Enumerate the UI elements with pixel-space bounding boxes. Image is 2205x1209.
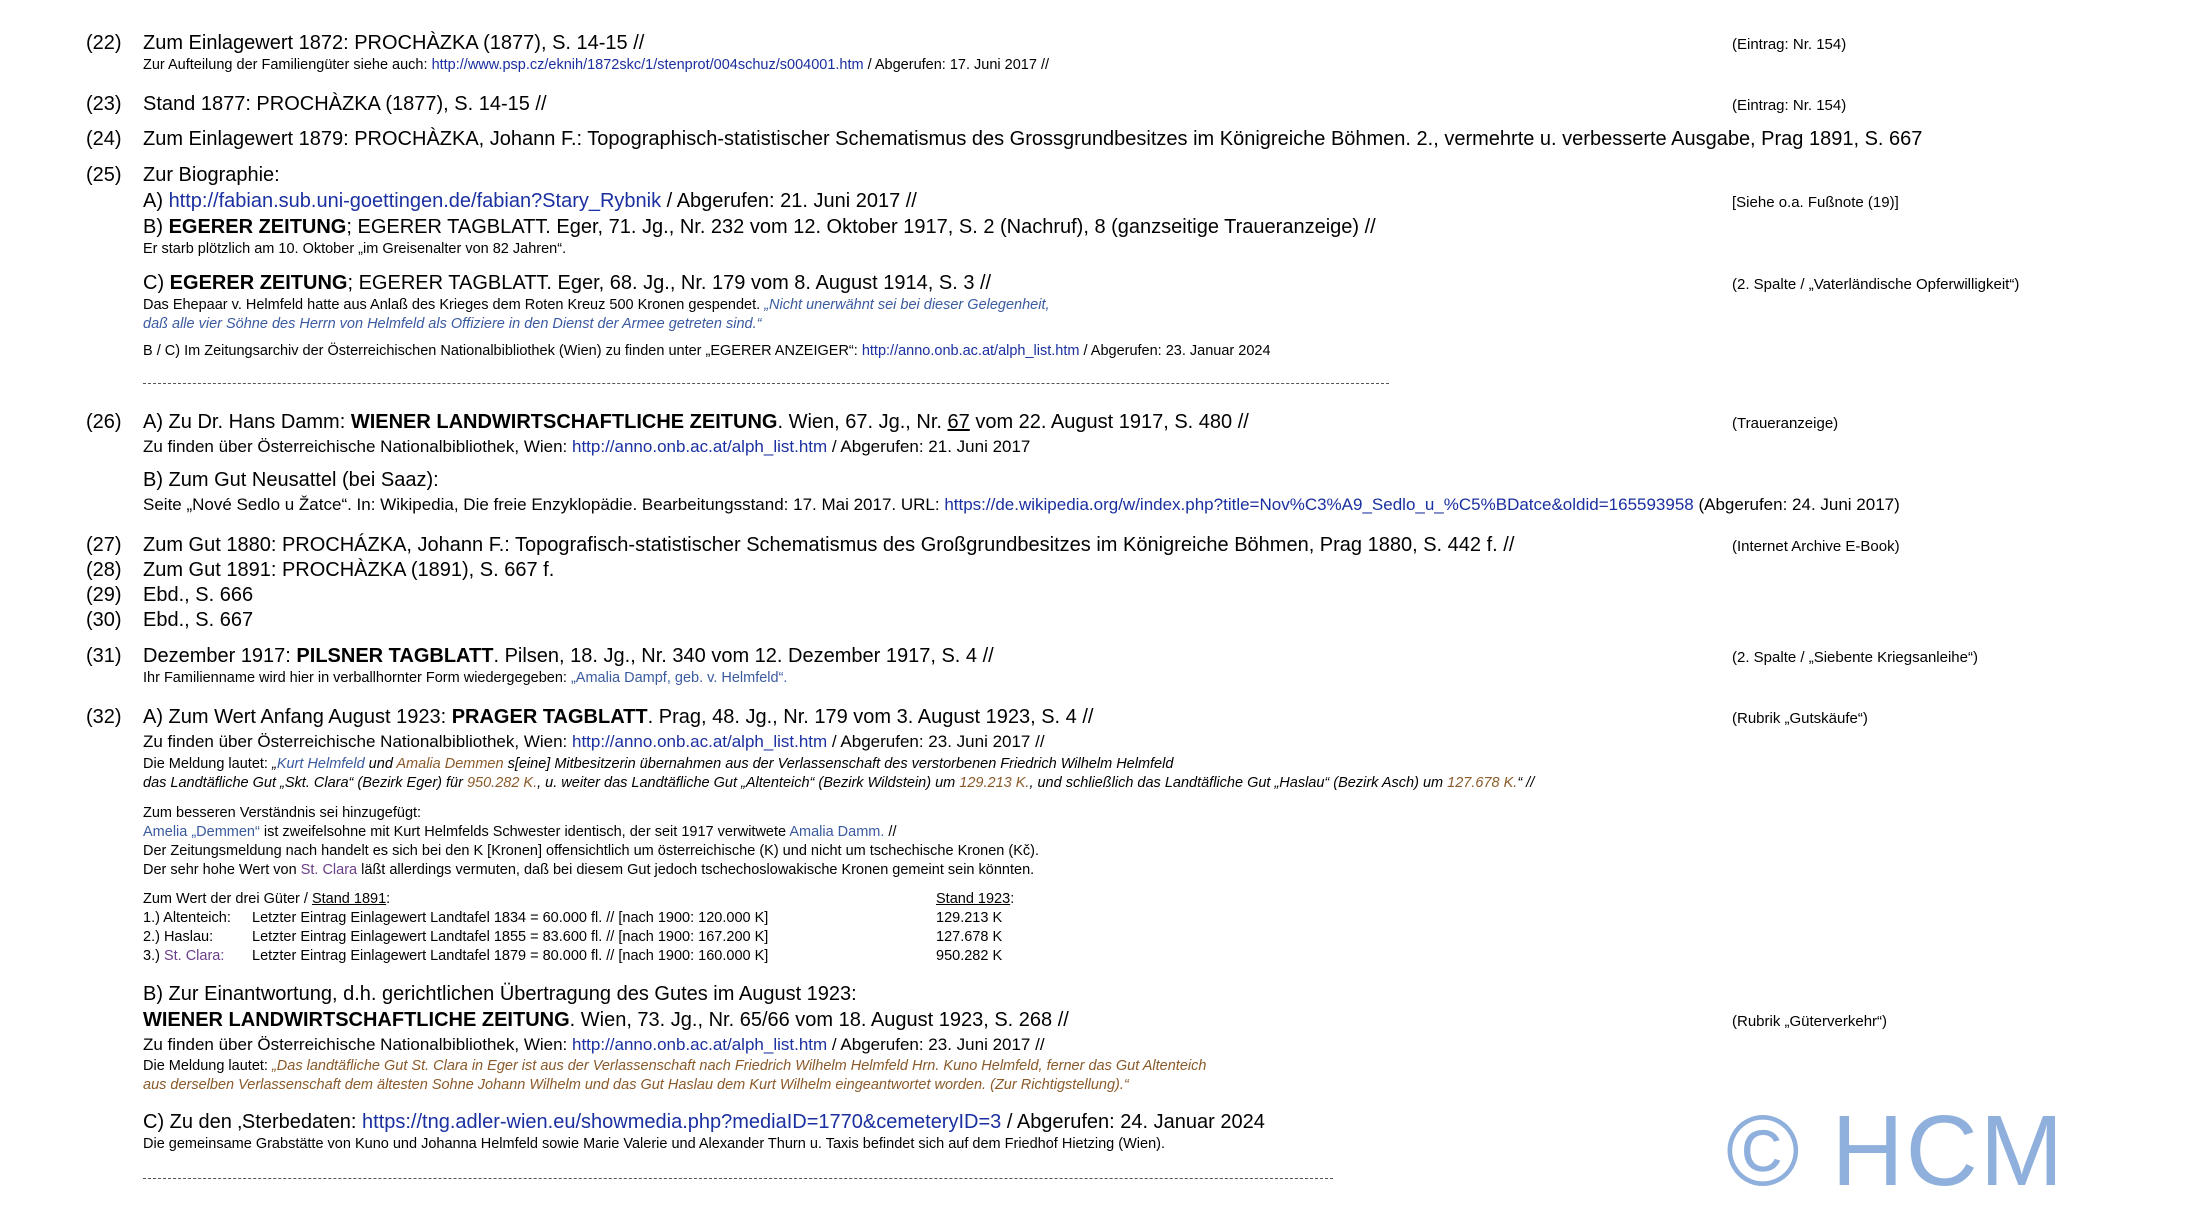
- footnote-23-text: Stand 1877: PROCHÀZKA (1877), S. 14-15 //: [143, 93, 547, 115]
- value-table-heading-1923: Stand 1923:: [936, 891, 1015, 907]
- footnote-number: (24): [86, 128, 122, 150]
- footnote-26-a2: Zu finden über Österreichische Nationalbibliothek, Wien: http://anno.onb.ac.at/alph_list.htm / Abgerufen: 21. Juni 2017: [143, 437, 1031, 456]
- footnote-number: (31): [86, 645, 122, 667]
- footnote-22-source: (Eintrag: Nr. 154): [1732, 36, 1847, 53]
- adler-wien-link[interactable]: https://tng.adler-wien.eu/showmedia.php?mediaID=1770&cemeteryID=3: [362, 1111, 1002, 1133]
- footnote-number: (23): [86, 93, 122, 115]
- footnote-28-text: Zum Gut 1891: PROCHÀZKA (1891), S. 667 f.: [143, 559, 555, 581]
- table-row-value: 950.282 K: [936, 948, 1003, 964]
- table-row-text: Letzter Eintrag Einlagewert Landtafel 1855 = 83.600 fl. // [nach 1900: 167.200 K]: [252, 929, 769, 945]
- footnote-number: (27): [86, 534, 122, 556]
- copyright-watermark: © HCM: [1726, 1095, 2066, 1207]
- footnote-25-c: C) EGERER ZEITUNG; EGERER TAGBLATT. Eger, 68. Jg., Nr. 179 vom 8. August 1914, S. 3 //: [143, 272, 992, 294]
- footnote-32-b-quote-1: Die Meldung lautet: „Das landtäfliche Gut St. Clara in Eger ist aus der Verlassenschaft nach Friedrich Wilhelm Helmfeld Hrn. Kuno Helmfeld, ferner das Gut Altenteich: [143, 1058, 1207, 1074]
- footnote-32-b2: Zu finden über Österreichische Nationalbibliothek, Wien: http://anno.onb.ac.at/alph_list.htm / Abgerufen: 23. Juni 2017 //: [143, 1035, 1045, 1054]
- footnote-26-a: A) Zu Dr. Hans Damm: WIENER LANDWIRTSCHAFTLICHE ZEITUNG. Wien, 67. Jg., Nr. 67 vom 22. August 1917, S. 480 //: [143, 411, 1249, 433]
- separator-line: [143, 1178, 1333, 1179]
- footnote-30-text: Ebd., S. 667: [143, 609, 254, 631]
- anno-link[interactable]: http://anno.onb.ac.at/alph_list.htm: [861, 343, 1080, 359]
- footnote-number: (32): [86, 706, 122, 728]
- footnote-26-source: (Traueranzeige): [1732, 415, 1839, 432]
- footnote-31-text: Dezember 1917: PILSNER TAGBLATT. Pilsen, 18. Jg., Nr. 340 vom 12. Dezember 1917, S. 4 //: [143, 645, 994, 667]
- footnote-25-c-note: Das Ehepaar v. Helmfeld hatte aus Anlaß des Krieges dem Roten Kreuz 500 Kronen gespendet. „Nicht unerwähnt sei bei dieser Gelegenheit,: [143, 297, 1050, 313]
- explanation-line-2: Der Zeitungsmeldung nach handelt es sich bei den K [Kronen] offensichtlich um österreichische (K) und nicht um tschechische Kronen (Kč).: [143, 843, 1039, 859]
- footnote-32-a2: Zu finden über Österreichische Nationalbibliothek, Wien: http://anno.onb.ac.at/alph_list.htm / Abgerufen: 23. Juni 2017 //: [143, 732, 1045, 751]
- footnote-25-a: A) http://fabian.sub.uni-goettingen.de/fabian?Stary_Rybnik / Abgerufen: 21. Juni 2017 //: [143, 190, 917, 212]
- footnote-32-a: A) Zum Wert Anfang August 1923: PRAGER TAGBLATT. Prag, 48. Jg., Nr. 179 vom 3. August 1923, S. 4 //: [143, 706, 1094, 728]
- footnote-32-b-source: (Rubrik „Güterverkehr“): [1732, 1013, 1888, 1030]
- explanation-line-1: Amelia „Demmen“ ist zweifelsohne mit Kurt Helmfelds Schwester identisch, der seit 1917 verwitwete Amalia Damm. //: [143, 824, 897, 840]
- table-row-label: 3.) St. Clara:: [143, 948, 225, 964]
- anno-link[interactable]: http://anno.onb.ac.at/alph_list.htm: [572, 437, 828, 456]
- footnote-25-c-source: (2. Spalte / „Vaterländische Opferwilligkeit“): [1732, 276, 2020, 293]
- footnote-26-b: Seite „Nové Sedlo u Žatce“. In: Wikipedia, Die freie Enzyklopädie. Bearbeitungsstand: 17. Mai 2017. URL: https://de.wikipedia.org/w/index.php?title=Nov%C3%A9_Sedlo_u_%C5%BDatce&oldid=165593958 (Abgerufen: 24. Juni 2017): [143, 495, 1900, 514]
- footnote-32-c: C) Zu den ‚Sterbedaten: https://tng.adler-wien.eu/showmedia.php?mediaID=1770&cemeteryID=3 / Abgerufen: 24. Januar 2024: [143, 1111, 1265, 1133]
- footnote-32-a-source: (Rubrik „Gutskäufe“): [1732, 710, 1868, 727]
- table-row-value: 129.213 K: [936, 910, 1003, 926]
- footnote-32-quote-2: das Landtäfliche Gut „Skt. Clara“ (Bezirk Eger) für 950.282 K., u. weiter das Landtäfliche Gut „Altenteich“ (Bezirk Wildstein) um 129.213 K., und schließlich das Landtäfliche Gut „Haslau“ (Bezirk Asch) um 127.678 K.“ //: [143, 775, 1535, 791]
- footnote-23-source: (Eintrag: Nr. 154): [1732, 97, 1847, 114]
- footnote-26-b-heading: B) Zum Gut Neusattel (bei Saaz):: [143, 469, 439, 491]
- footnote-31-note: Ihr Familienname wird hier in verballhornter Form wiedergegeben: „Amalia Dampf, geb. v. Helmfeld“.: [143, 670, 788, 686]
- footnote-32-c-note: Die gemeinsame Grabstätte von Kuno und Johanna Helmfeld sowie Marie Valerie und Alexander Thurn u. Taxis befindet sich auf dem Friedhof Hietzing (Wien).: [143, 1136, 1165, 1152]
- footnote-27-source: (Internet Archive E-Book): [1732, 538, 1900, 555]
- table-row-text: Letzter Eintrag Einlagewert Landtafel 1834 = 60.000 fl. // [nach 1900: 120.000 K]: [252, 910, 769, 926]
- anno-link[interactable]: http://anno.onb.ac.at/alph_list.htm: [572, 1035, 828, 1054]
- explanation-line-3: Der sehr hohe Wert von St. Clara läßt allerdings vermuten, daß bei diesem Gut jedoch tschechoslowakische Kronen gemeint sein könnten.: [143, 862, 1035, 878]
- table-row-label: 2.) Haslau:: [143, 929, 214, 945]
- footnote-25-bc: B / C) Im Zeitungsarchiv der Österreichischen Nationalbibliothek (Wien) zu finden unter „EGERER ANZEIGER“: http://anno.onb.ac.at/alph_list.htm / Abgerufen: 23. Januar 2024: [143, 343, 1271, 359]
- table-row-value: 127.678 K: [936, 929, 1003, 945]
- footnote-25-heading: Zur Biographie:: [143, 164, 280, 186]
- table-row-label: 1.) Altenteich:: [143, 910, 231, 926]
- wikipedia-link[interactable]: https://de.wikipedia.org/w/index.php?title=Nov%C3%A9_Sedlo_u_%C5%BDatce&oldid=165593958: [944, 495, 1694, 514]
- footnote-29-text: Ebd., S. 666: [143, 584, 254, 606]
- footnote-25-b-note: Er starb plötzlich am 10. Oktober „im Greisenalter von 82 Jahren“.: [143, 241, 567, 257]
- footnote-32-quote-1: Die Meldung lautet: „Kurt Helmfeld und Amalia Demmen s[eine] Mitbesitzerin übernahmen aus der Verlassenschaft des verstorbenen Friedrich Wilhelm Helmfeld: [143, 756, 1174, 772]
- separator-line: [143, 383, 1389, 384]
- footnote-number: (28): [86, 559, 122, 581]
- table-row-text: Letzter Eintrag Einlagewert Landtafel 1879 = 80.000 fl. // [nach 1900: 160.000 K]: [252, 948, 769, 964]
- fabian-link[interactable]: http://fabian.sub.uni-goettingen.de/fabian?Stary_Rybnik: [168, 190, 662, 212]
- value-table-heading: Zum Wert der drei Güter / Stand 1891:: [143, 891, 391, 907]
- footnote-number: (26): [86, 411, 122, 433]
- footnote-24-text: Zum Einlagewert 1879: PROCHÀZKA, Johann F.: Topographisch-statistischer Schematismus des Grossgrundbesitzes im Königreiche Böhmen. 2., vermehrte u. verbesserte Ausgabe, Prag 1891, S. 667: [143, 128, 1923, 150]
- footnote-25-c-quote: daß alle vier Söhne des Herrn von Helmfeld als Offiziere in den Dienst der Armee getreten sind.“: [143, 316, 762, 332]
- footnote-25-a-source: [Siehe o.a. Fußnote (19)]: [1732, 194, 1899, 211]
- footnote-22-note: Zur Aufteilung der Familiengüter siehe auch: http://www.psp.cz/eknih/1872skc/1/stenprot/004schuz/s004001.htm / Abgerufen: 17. Juni 2017 //: [143, 57, 1050, 73]
- psp-link[interactable]: http://www.psp.cz/eknih/1872skc/1/stenprot/004schuz/s004001.htm: [431, 57, 864, 73]
- footnote-22-text: Zum Einlagewert 1872: PROCHÀZKA (1877), S. 14-15 //: [143, 32, 645, 54]
- footnote-31-source: (2. Spalte / „Siebente Kriegsanleihe“): [1732, 649, 1978, 666]
- footnote-32-b: WIENER LANDWIRTSCHAFTLICHE ZEITUNG. Wien, 73. Jg., Nr. 65/66 vom 18. August 1923, S. 268 //: [143, 1009, 1069, 1031]
- footnote-number: (25): [86, 164, 122, 186]
- footnote-25-b: B) EGERER ZEITUNG; EGERER TAGBLATT. Eger, 71. Jg., Nr. 232 vom 12. Oktober 1917, S. 2 (Nachruf), 8 (ganzseitige Traueranzeige) //: [143, 216, 1376, 238]
- footnote-number: (22): [86, 32, 122, 54]
- footnote-32-b-heading: B) Zur Einantwortung, d.h. gerichtlichen Übertragung des Gutes im August 1923:: [143, 983, 857, 1005]
- footnote-27-text: Zum Gut 1880: PROCHÁZKA, Johann F.: Topografisch-statistischer Schematismus des Großgrundbesitzes im Königreiche Böhmen, Prag 1880, S. 442 f. //: [143, 534, 1515, 556]
- anno-link[interactable]: http://anno.onb.ac.at/alph_list.htm: [572, 732, 828, 751]
- explanation-heading: Zum besseren Verständnis sei hinzugefügt:: [143, 805, 422, 821]
- footnote-number: (30): [86, 609, 122, 631]
- footnote-32-b-quote-2: aus derselben Verlassenschaft dem ältesten Sohne Johann Wilhelm und das Gut Haslau dem Kurt Wilhelm eingeantwortet worden. (Zur Richtigstellung).“: [143, 1077, 1129, 1093]
- footnote-number: (29): [86, 584, 122, 606]
